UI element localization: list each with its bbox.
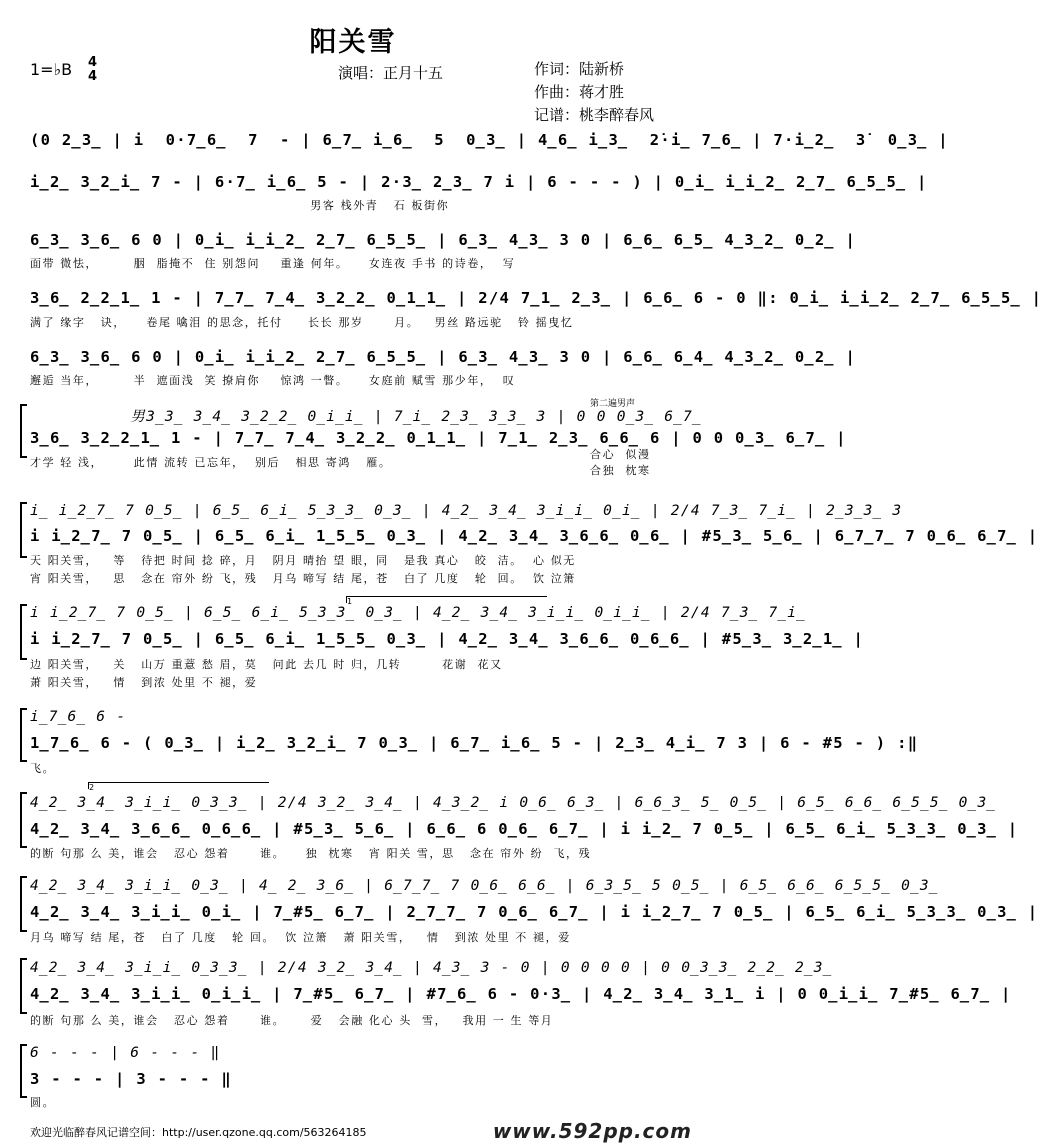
system-bracket: [20, 604, 27, 660]
lyrics: 月乌 啼写 结 尾，苍 白了 几度 轮 回。 饮 泣箫 萧 阳关雪， 情 到浓 处里 不 褪，爱: [30, 931, 571, 944]
score-line-2: [0, 170, 928, 220]
score-line-10: [0, 782, 1019, 864]
upper-notation: 4̲2̲ 3̲4̲ 3̲i̲i̲ 0̲3̲ | 4̲ 2̲ 3̲6̲ | 6̲7̲7̲ 7 0̲6̲ 6̲6̲ | 6̲3̲5̲ 5 0̲5̲ | 6̲5̲ 6̲6̲ 6̲5̲5̲ 0̲3̲: [30, 878, 939, 894]
time-signature-bottom: 4: [88, 69, 98, 84]
lyrics-chorus-1: 合心 似漫: [590, 448, 651, 461]
notation: 3 - - - | 3 - - - ‖: [30, 1070, 233, 1088]
notation: 3̲6̲ 3̲2̲2̲1̲ 1 - | 7̲7̲ 7̲4̲ 3̲2̲2̲ 0̲1̲1̲ | 7̲1̲ 2̲3̲ 6̲6̲ 6 | 0 0 0̲3̲ 6̲7̲ |: [30, 429, 847, 447]
system-bracket: [20, 876, 27, 932]
notation: 4̲2̲ 3̲4̲ 3̲i̲i̲ 0̲i̲i̲ | 7̲#5̲ 6̲7̲ | #7̲6̲ 6 - 0·3̲ | 4̲2̲ 3̲4̲ 3̲1̲ i | 0 0̲i̲i̲ 7̲#5̲ 6̲7̲ |: [30, 985, 1012, 1003]
key-signature: 1=♭B: [30, 60, 73, 79]
lyrics: 边 阳关雪， 关 山万 重薏 愁 眉，莫 问此 去几 时 归，几转 花谢 花又: [30, 658, 503, 671]
lyrics-chorus-2: 合独 枕寒: [590, 464, 651, 477]
score-line-4: [0, 286, 1042, 336]
system-bracket: [20, 708, 27, 762]
notation: i i̲2̲7̲ 7 0̲5̲ | 6̲5̲ 6̲i̲ 1̲5̲5̲ 0̲3̲ | 4̲2̲ 3̲4̲ 3̲6̲6̲ 0̲6̲6̲ | #5̲3̲ 3̲2̲1̲ |: [30, 630, 865, 648]
score-line-9: [0, 700, 919, 780]
upper-notation: 4̲2̲ 3̲4̲ 3̲i̲i̲ 0̲3̲3̲ | 2/4 3̲2̲ 3̲4̲ | 4̲3̲2̲ i 0̲6̲ 6̲3̲ | 6̲6̲3̲ 5̲ 0̲5̲ | 6̲5̲ 6̲6̲ 6̲5̲5̲ 0̲3̲: [30, 795, 997, 811]
time-signature-top: 4: [88, 55, 98, 70]
score-line-7: [0, 494, 1039, 590]
notation: 4̲2̲ 3̲4̲ 3̲6̲6̲ 0̲6̲6̲ | #5̲3̲ 5̲6̲ | 6̲6̲ 6 0̲6̲ 6̲7̲ | i i̲2̲ 7 0̲5̲ | 6̲5̲ 6̲i̲ 5̲3̲3̲ 0̲3̲ |: [30, 820, 1019, 838]
score-line-5: [0, 345, 857, 395]
lyrics-verse-2: 萧 阳关雪， 情 到浓 处里 不 褪，爱: [30, 676, 258, 689]
singer: 演唱：正月十五: [338, 64, 444, 82]
volta-number: 2: [89, 783, 95, 792]
notation: 6̲3̲ 3̲6̲ 6 0 | 0̲i̲ i̲i̲2̲ 2̲7̲ 6̲5̲5̲ | 6̲3̲ 4̲3̲ 3 0 | 6̲6̲ 6̲4̲ 4̲3̲2̲ 0̲2̲ |: [30, 348, 857, 366]
lyrics: 天 阳关雪， 等 待把 时间 捻 碎，月 阴月 晴抬 望 眼，同 是我 真心 皎 洁。 心 似无: [30, 554, 576, 567]
upper-notation: 4̲2̲ 3̲4̲ 3̲i̲i̲ 0̲3̲3̲ | 2/4 3̲2̲ 3̲4̲ | 4̲3̲ 3 - 0 | 0 0 0 0 | 0 0̲3̲3̲ 2̲2̲ 2̲3̲: [30, 960, 833, 976]
composer: 作曲：蒋才胜: [534, 83, 625, 101]
transcriber: 记谱：桃李醉春风: [534, 106, 655, 124]
system-bracket: [20, 958, 27, 1014]
score-line-1: [0, 128, 949, 158]
lyrics-verse-2: 宵 阳关雪， 思 念在 帘外 纷 飞，残 月乌 啼写 结 尾，苍 白了 几度 轮 回。 饮 泣箫: [30, 572, 576, 585]
upper-notation: i̲7̲6̲ 6 -: [30, 709, 127, 725]
song-title: 阳关雪: [309, 27, 397, 58]
lyrics: 才学 轻 浅， 此情 流转 已忘年， 别后 相思 寄鸿 雁。: [30, 456, 392, 469]
lyrics: 的断 句那 么 美，谁会 忍心 怨着 谁。 独 枕寒 宵 阳关 雪，思 念在 帘外 纷 飞，残: [30, 847, 592, 860]
score-line-3: [0, 228, 857, 278]
system-bracket: [20, 792, 27, 848]
system-bracket: [20, 1044, 27, 1098]
lyrics: 邂逅 当年， 半 遮面浅 笑 撩肩你 惊鸿 一瞥。 女庭前 赋雪 那少年， 叹: [30, 374, 516, 387]
lyrics: 飞。: [30, 762, 56, 775]
system-bracket: [20, 502, 27, 558]
notation: 1̲7̲6̲ 6 - ( 0̲3̲ | i̲2̲ 3̲2̲i̲ 7 0̲3̲ | 6̲7̲ i̲6̲ 5 - | 2̲3̲ 4̲i̲ 7 3 | 6 - #5 - ) :‖: [30, 734, 919, 752]
lyrics: 满了 缘字 诀， 卷尾 噙泪 的思念，托付 长长 那岁 月。 男丝 路远驼 铃 摇曳忆: [30, 316, 574, 329]
notation: 4̲2̲ 3̲4̲ 3̲i̲i̲ 0̲i̲ | 7̲#5̲ 6̲7̲ | 2̲7̲7̲ 7 0̲6̲ 6̲7̲ | i i̲2̲7̲ 7 0̲5̲ | 6̲5̲ 6̲i̲ 5̲3̲3̲ 0̲3̲ |: [30, 903, 1039, 921]
notation: 6̲3̲ 3̲6̲ 6 0 | 0̲i̲ i̲i̲2̲ 2̲7̲ 6̲5̲5̲ | 6̲3̲ 4̲3̲ 3 0 | 6̲6̲ 6̲5̲ 4̲3̲2̲ 0̲2̲ |: [30, 231, 857, 249]
upper-notation: 男3̲3̲ 3̲4̲ 3̲2̲2̲ 0̲i̲i̲ | 7̲i̲ 2̲3̲ 3̲3̲ 3 | 0 0 0̲3̲ 6̲7̲: [30, 409, 702, 425]
lyrics: 男客 栈外青 石 板街你: [30, 199, 450, 212]
score-line-13: [0, 1036, 706, 1109]
second-pass-note: 第二遍男声: [590, 399, 636, 409]
lyrics: 面带 微怯， 胭 脂掩不 住 别怨问 重逢 何年。 女连夜 手书 的诗卷， 写: [30, 257, 516, 270]
notation: i̲2̲ 3̲2̲i̲ 7 - | 6·7̲ i̲6̲ 5 - | 2·3̲ 2̲3̲ 7 i | 6 - - - ) | 0̲i̲ i̲i̲2̲ 2̲7̲ 6̲5̲5̲ |: [30, 173, 928, 191]
volta-number: 1: [347, 597, 353, 606]
notation: (0 2̲3̲ | i 0·7̲6̲ 7 - | 6̲7̲ i̲6̲ 5 0̲3̲ | 4̲6̲ i̲3̲ 2̇·i̲ 7̲6̲ | 7·i̲2̲ 3̇ 0̲3̲ |: [30, 131, 949, 149]
score-line-12: [0, 950, 1012, 1034]
site-logo[interactable]: www.592pp.com: [492, 1119, 692, 1143]
notation: 3̲6̲ 2̲2̲1̲ 1 - | 7̲7̲ 7̲4̲ 3̲2̲2̲ 0̲1̲1̲ | 2/4 7̲1̲ 2̲3̲ | 6̲6̲ 6 - 0 ‖: 0̲i̲ i̲i̲2̲ 2̲7̲ 6̲5̲5̲ |: [30, 289, 1042, 307]
notation: i i̲2̲7̲ 7 0̲5̲ | 6̲5̲ 6̲i̲ 1̲5̲5̲ 0̲3̲ | 4̲2̲ 3̲4̲ 3̲6̲6̲ 0̲6̲ | #5̲3̲ 5̲6̲ | 6̲7̲7̲ 7 0̲6̲ 6̲7̲ |: [30, 527, 1039, 545]
volta-1: [346, 596, 547, 606]
system-bracket: [20, 404, 27, 458]
lyrics: 圆。: [30, 1096, 56, 1109]
volta-2: [88, 782, 269, 792]
footer-link[interactable]: 欢迎光临醉春风记谱空间：http://user.qzone.qq.com/563264185: [30, 1126, 367, 1139]
upper-notation: i i̲2̲7̲ 7 0̲5̲ | 6̲5̲ 6̲i̲ 5̲3̲3̲ 0̲3̲ | 4̲2̲ 3̲4̲ 3̲i̲i̲ 0̲i̲i̲ | 2/4 7̲3̲ 7̲i̲: [30, 605, 807, 621]
score-line-11: [0, 868, 1039, 950]
score-line-8: [0, 594, 865, 694]
upper-notation: 6 - - - | 6 - - - ‖: [30, 1045, 221, 1061]
lyricist: 作词：陆新桥: [534, 60, 625, 78]
score-line-6: [0, 396, 847, 488]
upper-notation: i̲ i̲2̲7̲ 7 0̲5̲ | 6̲5̲ 6̲i̲ 5̲3̲3̲ 0̲3̲ | 4̲2̲ 3̲4̲ 3̲i̲i̲ 0̲i̲ | 2/4 7̲3̲ 7̲i̲ | 2̲3̲3̲ 3: [30, 503, 903, 519]
lyrics: 的断 句那 么 美，谁会 忍心 怨着 谁。 爱 会融 化心 头 雪， 我用 一 生 等月: [30, 1014, 554, 1027]
time-signature: [88, 56, 97, 84]
credits: [534, 58, 654, 127]
